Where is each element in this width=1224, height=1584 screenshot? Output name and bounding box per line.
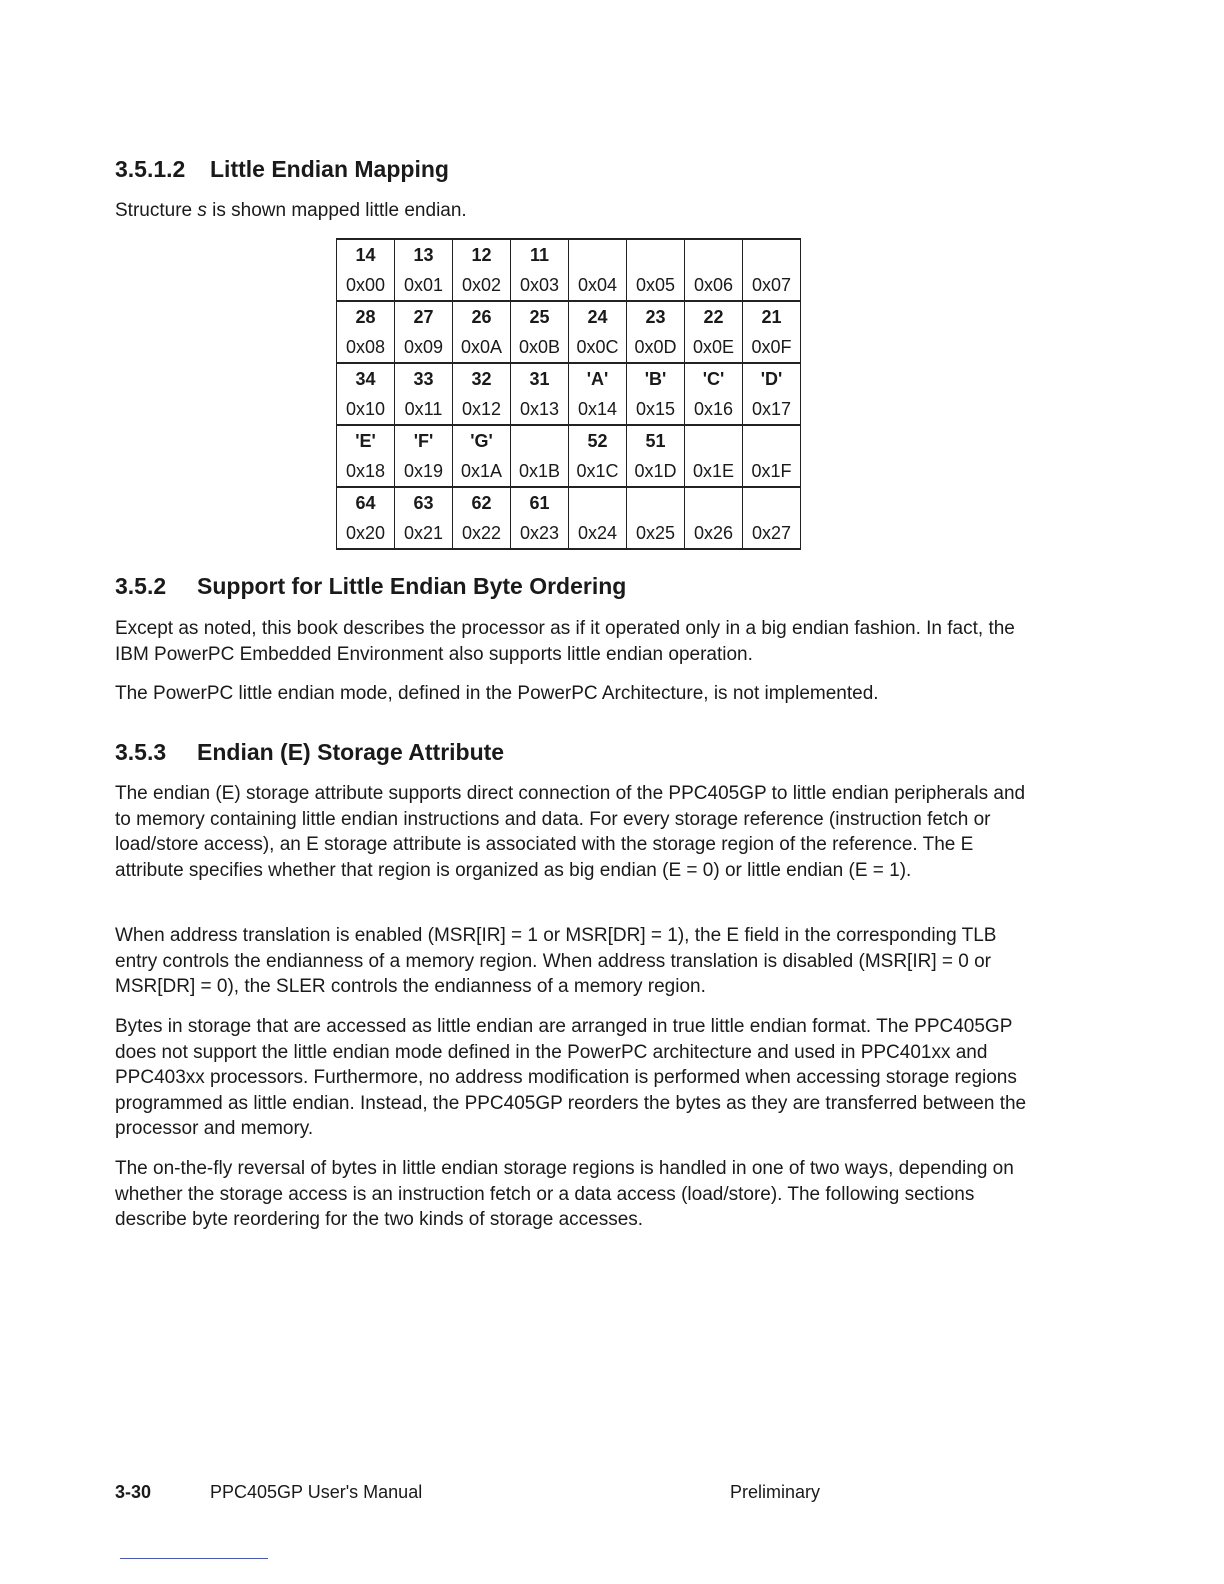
- table-cell-address: 0x11: [395, 394, 453, 425]
- table-cell-value: 11: [511, 239, 569, 270]
- intro-variable: s: [197, 200, 207, 221]
- paragraph: The on-the-fly reversal of bytes in little endian storage regions is handled in one of two ways, depending on whether the storage access is an instruction fetch or a data access (load/store). The following sections describe byte reordering for the two kinds of storage accesses.: [115, 1158, 1014, 1231]
- footer-rule: [120, 1558, 268, 1559]
- section-number: 3.5.3: [115, 739, 167, 765]
- subsection-intro: [115, 200, 467, 222]
- table-cell-value: 25: [511, 301, 569, 332]
- table-row-values: [337, 363, 801, 394]
- table-cell-address: 0x12: [453, 394, 511, 425]
- table-cell-address: 0x19: [395, 456, 453, 487]
- table-cell-value: [627, 487, 685, 518]
- table-cell-value: [569, 487, 627, 518]
- table-cell-address: 0x1F: [743, 456, 801, 487]
- table-cell-address: 0x0C: [569, 332, 627, 363]
- table-cell-value: 12: [453, 239, 511, 270]
- table-row-values: [337, 487, 801, 518]
- paragraph: The PowerPC little endian mode, defined in the PowerPC Architecture, is not implemented.: [115, 683, 879, 704]
- table-cell-value: 64: [337, 487, 395, 518]
- paragraph: Bytes in storage that are accessed as little endian are arranged in true little endian format. The PPC405GP does not support the little endian mode defined in the PowerPC architecture and used in PPC401xx and PPC403xx processors. Furthermore, no address modification is performed when accessing storage regions programmed as little endian. Instead, the PPC405GP reorders the bytes as they are transferred between the processor and memory.: [115, 1016, 1027, 1140]
- section-heading-3-5-2: [115, 573, 626, 600]
- table-cell-address: 0x16: [685, 394, 743, 425]
- table-row-addresses: [337, 332, 801, 363]
- table-cell-value: 'A': [569, 363, 627, 394]
- table-cell-value: [685, 425, 743, 456]
- table-cell-value: 'D': [743, 363, 801, 394]
- intro-text-end: is shown mapped little endian.: [206, 200, 467, 221]
- table-cell-address: 0x06: [685, 270, 743, 301]
- paragraph: The endian (E) storage attribute supports direct connection of the PPC405GP to little endian peripherals and to memory containing little endian instructions and data. For every storage reference (instruction fetch or load/store access), an E storage attribute is associated with the storage region of the reference. The E attribute specifies whether that region is organized as big endian (E = 0) or little endian (E = 1).: [115, 783, 1026, 881]
- table-cell-address: 0x0F: [743, 332, 801, 363]
- table-cell-value: 'E': [337, 425, 395, 456]
- table-cell-address: 0x02: [453, 270, 511, 301]
- table-cell-address: 0x22: [453, 518, 511, 549]
- table-cell-address: 0x20: [337, 518, 395, 549]
- table-cell-address: 0x0E: [685, 332, 743, 363]
- table-cell-address: 0x01: [395, 270, 453, 301]
- table-row-values: [337, 425, 801, 456]
- table-cell-address: 0x23: [511, 518, 569, 549]
- table-cell-value: 26: [453, 301, 511, 332]
- table-row-addresses: [337, 518, 801, 549]
- table-cell-value: [743, 487, 801, 518]
- table-cell-address: 0x18: [337, 456, 395, 487]
- table-cell-value: 24: [569, 301, 627, 332]
- table-cell-address: 0x08: [337, 332, 395, 363]
- table-cell-address: 0x1E: [685, 456, 743, 487]
- table-cell-address: 0x1B: [511, 456, 569, 487]
- table-cell-value: 'C': [685, 363, 743, 394]
- table-cell-address: 0x09: [395, 332, 453, 363]
- table-cell-value: [743, 425, 801, 456]
- table-cell-address: 0x1A: [453, 456, 511, 487]
- paragraph: Except as noted, this book describes the processor as if it operated only in a big endian fashion. In fact, the IBM PowerPC Embedded Environment also supports little endian operation.: [115, 618, 1015, 665]
- table-cell-value: [569, 239, 627, 270]
- table-cell-address: 0x24: [569, 518, 627, 549]
- table-cell-address: 0x03: [511, 270, 569, 301]
- paragraph: When address translation is enabled (MSR[IR] = 1 or MSR[DR] = 1), the E field in the corresponding TLB entry controls the endianness of a memory region. When address translation is disabled (MSR[IR] = 0 or MSR[DR] = 0), the SLER controls the endianness of a memory region.: [115, 925, 997, 998]
- table-cell-value: 32: [453, 363, 511, 394]
- table-cell-address: 0x0B: [511, 332, 569, 363]
- intro-text-start: Structure: [115, 200, 198, 221]
- table-cell-address: 0x14: [569, 394, 627, 425]
- section-number: 3.5.2: [115, 573, 167, 599]
- table-cell-address: 0x25: [627, 518, 685, 549]
- subsection-heading: [115, 156, 449, 183]
- table-cell-address: 0x10: [337, 394, 395, 425]
- table-cell-value: 34: [337, 363, 395, 394]
- table-cell-value: 27: [395, 301, 453, 332]
- table-cell-value: 'F': [395, 425, 453, 456]
- table-cell-address: 0x27: [743, 518, 801, 549]
- table-cell-address: 0x1C: [569, 456, 627, 487]
- section-title: Endian (E) Storage Attribute: [197, 739, 505, 765]
- table-cell-address: 0x00: [337, 270, 395, 301]
- table-cell-address: 0x15: [627, 394, 685, 425]
- table-row-values: [337, 301, 801, 332]
- table-cell-address: 0x05: [627, 270, 685, 301]
- section-title: Support for Little Endian Byte Ordering: [197, 573, 627, 599]
- table-cell-value: 'B': [627, 363, 685, 394]
- table-cell-value: 21: [743, 301, 801, 332]
- table-cell-value: [743, 239, 801, 270]
- table-cell-value: 62: [453, 487, 511, 518]
- table-cell-value: 63: [395, 487, 453, 518]
- table-cell-address: 0x07: [743, 270, 801, 301]
- table-cell-value: 28: [337, 301, 395, 332]
- table-cell-address: 0x0D: [627, 332, 685, 363]
- table-cell-value: 52: [569, 425, 627, 456]
- table-cell-value: 51: [627, 425, 685, 456]
- table-cell-address: 0x1D: [627, 456, 685, 487]
- table-cell-address: 0x04: [569, 270, 627, 301]
- table-cell-value: [685, 487, 743, 518]
- footer-page-number: 3-30: [115, 1482, 152, 1502]
- table-row-addresses: [337, 270, 801, 301]
- table-cell-value: [685, 239, 743, 270]
- subsection-title: Little Endian Mapping: [210, 156, 449, 182]
- table-cell-value: [511, 425, 569, 456]
- table-cell-value: 13: [395, 239, 453, 270]
- table-cell-value: 14: [337, 239, 395, 270]
- table-cell-value: 'G': [453, 425, 511, 456]
- subsection-number: 3.5.1.2: [115, 156, 186, 182]
- table-cell-address: 0x13: [511, 394, 569, 425]
- little-endian-mapping-table: [336, 238, 801, 550]
- table-cell-address: 0x0A: [453, 332, 511, 363]
- table-cell-value: [627, 239, 685, 270]
- table-cell-value: 33: [395, 363, 453, 394]
- table-cell-value: 23: [627, 301, 685, 332]
- table-row-addresses: [337, 456, 801, 487]
- table-cell-address: 0x26: [685, 518, 743, 549]
- table-row-addresses: [337, 394, 801, 425]
- table-cell-value: 22: [685, 301, 743, 332]
- table-cell-address: 0x21: [395, 518, 453, 549]
- table-cell-address: 0x17: [743, 394, 801, 425]
- table-cell-value: 61: [511, 487, 569, 518]
- footer-status: Preliminary: [730, 1482, 821, 1502]
- table-cell-value: 31: [511, 363, 569, 394]
- footer-document-title: PPC405GP User's Manual: [210, 1482, 423, 1502]
- section-heading-3-5-3: [115, 739, 504, 766]
- table-row-values: [337, 239, 801, 270]
